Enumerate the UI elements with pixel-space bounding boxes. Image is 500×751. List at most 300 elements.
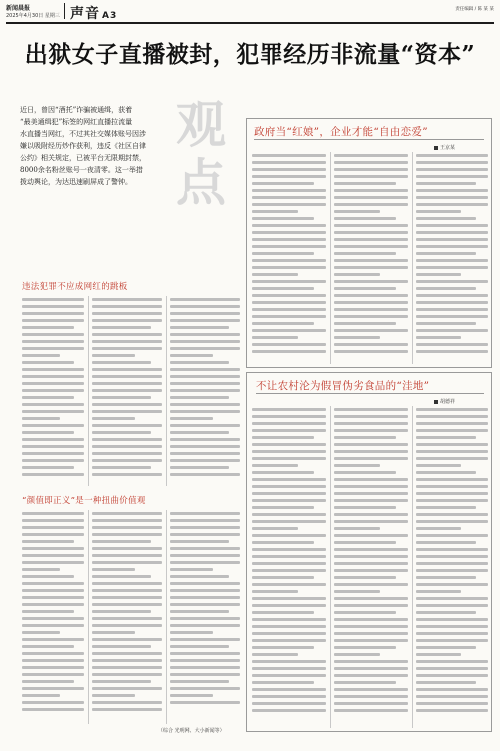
- masthead: [0, 0, 500, 30]
- page-credit: （综合 光明网、大小新闻等）: [158, 728, 225, 734]
- text-line-placeholder: [170, 382, 240, 385]
- text-line-placeholder: [334, 168, 408, 171]
- text-line-placeholder: [334, 688, 408, 691]
- text-line-placeholder: [416, 175, 488, 178]
- text-line-placeholder: [92, 638, 162, 641]
- text-line-placeholder: [252, 238, 326, 241]
- text-line-placeholder: [22, 540, 74, 543]
- text-line-placeholder: [252, 492, 326, 495]
- text-line-placeholder: [334, 217, 396, 220]
- text-line-placeholder: [416, 301, 488, 304]
- text-line-placeholder: [416, 709, 488, 712]
- text-line-placeholder: [334, 702, 408, 705]
- text-column: [92, 512, 162, 715]
- text-line-placeholder: [170, 673, 240, 676]
- masthead-editor: 责任编辑 / 陈 某 某: [455, 7, 494, 12]
- text-line-placeholder: [92, 554, 162, 557]
- byline: [434, 398, 455, 405]
- column-separator: [330, 152, 331, 364]
- text-line-placeholder: [170, 638, 240, 641]
- text-line-placeholder: [416, 492, 488, 495]
- text-line-placeholder: [170, 459, 240, 462]
- masthead-divider: [64, 3, 65, 19]
- text-line-placeholder: [252, 681, 314, 684]
- text-line-placeholder: [334, 154, 408, 157]
- text-line-placeholder: [334, 625, 408, 628]
- text-line-placeholder: [334, 534, 408, 537]
- text-line-placeholder: [170, 375, 240, 378]
- text-line-placeholder: [170, 466, 229, 469]
- lede-line: 近日，曾因“酒托”诈骗被通缉，获着: [20, 106, 133, 114]
- text-line-placeholder: [22, 645, 74, 648]
- text-line-placeholder: [92, 617, 162, 620]
- column-separator: [88, 296, 89, 486]
- text-line-placeholder: [334, 315, 408, 318]
- text-line-placeholder: [252, 436, 314, 439]
- text-line-placeholder: [416, 429, 488, 432]
- text-line-placeholder: [334, 597, 408, 600]
- text-line-placeholder: [334, 294, 408, 297]
- text-line-placeholder: [416, 555, 488, 558]
- text-line-placeholder: [252, 618, 326, 621]
- text-line-placeholder: [92, 582, 162, 585]
- text-line-placeholder: [92, 575, 151, 578]
- text-line-placeholder: [252, 259, 326, 262]
- text-line-placeholder: [252, 252, 314, 255]
- text-column: [334, 408, 408, 716]
- text-line-placeholder: [334, 161, 408, 164]
- byline: [434, 144, 455, 151]
- text-line-placeholder: [170, 617, 240, 620]
- text-line-placeholder: [416, 625, 488, 628]
- text-line-placeholder: [416, 632, 488, 635]
- text-line-placeholder: [170, 589, 240, 592]
- text-line-placeholder: [170, 333, 240, 336]
- text-line-placeholder: [416, 569, 488, 572]
- text-line-placeholder: [416, 422, 488, 425]
- text-line-placeholder: [252, 301, 326, 304]
- text-line-placeholder: [170, 452, 240, 455]
- text-line-placeholder: [334, 478, 408, 481]
- text-line-placeholder: [334, 415, 408, 418]
- text-line-placeholder: [92, 624, 162, 627]
- text-line-placeholder: [416, 224, 488, 227]
- lede-line: 水直播当网红，不过其社交媒体账号因涉: [20, 130, 146, 138]
- text-line-placeholder: [334, 464, 380, 467]
- text-line-placeholder: [416, 182, 476, 185]
- text-line-placeholder: [170, 417, 213, 420]
- text-line-placeholder: [92, 403, 162, 406]
- text-line-placeholder: [252, 569, 326, 572]
- text-line-placeholder: [170, 445, 240, 448]
- text-line-placeholder: [416, 280, 488, 283]
- text-line-placeholder: [92, 396, 151, 399]
- text-line-placeholder: [334, 429, 408, 432]
- text-line-placeholder: [170, 561, 240, 564]
- text-column: [22, 298, 84, 480]
- text-line-placeholder: [416, 695, 488, 698]
- text-line-placeholder: [92, 519, 162, 522]
- text-line-placeholder: [92, 610, 151, 613]
- text-line-placeholder: [92, 533, 162, 536]
- lede-line: 8000余名粉丝账号一夜清零。这一举措: [20, 166, 143, 174]
- page-number: A3: [102, 11, 118, 21]
- text-line-placeholder: [416, 576, 476, 579]
- text-line-placeholder: [416, 231, 488, 234]
- text-line-placeholder: [416, 583, 488, 586]
- text-line-placeholder: [170, 701, 240, 704]
- page-headline: 出狱女子直播被封，犯罪经历非流量“资本”: [24, 41, 476, 68]
- text-line-placeholder: [252, 266, 326, 269]
- text-line-placeholder: [416, 471, 476, 474]
- lede-line: 拨动舆论，为达迅速刷屏成了警钟。: [20, 178, 132, 186]
- text-line-placeholder: [334, 471, 396, 474]
- text-line-placeholder: [92, 708, 162, 711]
- text-line-placeholder: [252, 506, 314, 509]
- text-line-placeholder: [252, 329, 326, 332]
- text-line-placeholder: [170, 305, 240, 308]
- text-line-placeholder: [416, 329, 488, 332]
- text-line-placeholder: [92, 561, 162, 564]
- text-line-placeholder: [252, 688, 326, 691]
- text-line-placeholder: [170, 575, 229, 578]
- text-line-placeholder: [334, 485, 408, 488]
- text-line-placeholder: [22, 701, 84, 704]
- byline-author: 王京某: [440, 145, 456, 151]
- text-line-placeholder: [92, 326, 151, 329]
- text-line-placeholder: [92, 452, 162, 455]
- text-line-placeholder: [92, 694, 135, 697]
- text-line-placeholder: [334, 196, 408, 199]
- text-line-placeholder: [22, 375, 84, 378]
- text-line-placeholder: [416, 597, 488, 600]
- text-line-placeholder: [334, 527, 380, 530]
- text-line-placeholder: [170, 596, 240, 599]
- text-line-placeholder: [416, 203, 488, 206]
- text-column: [170, 512, 240, 708]
- text-line-placeholder: [252, 280, 326, 283]
- text-line-placeholder: [92, 631, 135, 634]
- text-line-placeholder: [92, 333, 162, 336]
- text-line-placeholder: [334, 336, 380, 339]
- text-line-placeholder: [416, 604, 488, 607]
- text-line-placeholder: [252, 667, 326, 670]
- text-line-placeholder: [252, 273, 298, 276]
- text-line-placeholder: [92, 512, 162, 515]
- text-line-placeholder: [170, 389, 240, 392]
- text-line-placeholder: [170, 396, 229, 399]
- text-line-placeholder: [252, 350, 326, 353]
- text-line-placeholder: [170, 533, 240, 536]
- text-line-placeholder: [170, 354, 213, 357]
- masthead-date: 2025年4月30日 星期三: [6, 13, 60, 19]
- text-line-placeholder: [92, 645, 151, 648]
- text-line-placeholder: [92, 547, 162, 550]
- text-line-placeholder: [252, 168, 326, 171]
- text-line-placeholder: [416, 520, 488, 523]
- text-line-placeholder: [170, 554, 240, 557]
- text-line-placeholder: [416, 688, 488, 691]
- text-line-placeholder: [334, 287, 396, 290]
- text-line-placeholder: [416, 252, 476, 255]
- text-line-placeholder: [334, 301, 408, 304]
- text-line-placeholder: [416, 541, 476, 544]
- text-line-placeholder: [22, 410, 84, 413]
- text-line-placeholder: [170, 659, 240, 662]
- text-line-placeholder: [252, 217, 314, 220]
- text-line-placeholder: [92, 473, 162, 476]
- text-line-placeholder: [170, 540, 229, 543]
- text-line-placeholder: [416, 161, 488, 164]
- text-line-placeholder: [252, 597, 326, 600]
- text-line-placeholder: [252, 604, 326, 607]
- text-line-placeholder: [252, 534, 326, 537]
- text-line-placeholder: [334, 245, 408, 248]
- text-line-placeholder: [22, 631, 60, 634]
- text-line-placeholder: [334, 450, 408, 453]
- text-line-placeholder: [416, 457, 488, 460]
- text-line-placeholder: [252, 443, 326, 446]
- column-separator: [412, 406, 413, 728]
- text-line-placeholder: [170, 403, 240, 406]
- text-line-placeholder: [170, 326, 229, 329]
- text-line-placeholder: [170, 438, 240, 441]
- text-line-placeholder: [22, 610, 74, 613]
- text-line-placeholder: [170, 526, 240, 529]
- text-line-placeholder: [22, 624, 84, 627]
- text-line-placeholder: [416, 343, 488, 346]
- text-line-placeholder: [22, 466, 74, 469]
- text-line-placeholder: [252, 541, 314, 544]
- section-name: [70, 3, 117, 23]
- text-line-placeholder: [92, 673, 162, 676]
- text-line-placeholder: [252, 287, 314, 290]
- text-line-placeholder: [170, 680, 229, 683]
- text-line-placeholder: [416, 646, 476, 649]
- text-line-placeholder: [416, 478, 488, 481]
- text-column: [170, 298, 240, 480]
- text-line-placeholder: [22, 694, 60, 697]
- text-line-placeholder: [252, 196, 326, 199]
- text-line-placeholder: [416, 322, 476, 325]
- text-line-placeholder: [170, 519, 240, 522]
- text-line-placeholder: [22, 431, 74, 434]
- text-line-placeholder: [252, 639, 326, 642]
- text-line-placeholder: [252, 611, 314, 614]
- article-heading-looks-distorted-values: “颜值即正义”是一种扭曲价值观: [22, 496, 146, 506]
- text-line-placeholder: [252, 576, 314, 579]
- text-line-placeholder: [22, 340, 84, 343]
- text-line-placeholder: [252, 415, 326, 418]
- text-line-placeholder: [334, 266, 408, 269]
- text-line-placeholder: [22, 333, 84, 336]
- text-line-placeholder: [416, 315, 488, 318]
- text-line-placeholder: [170, 361, 229, 364]
- text-line-placeholder: [92, 540, 151, 543]
- text-line-placeholder: [170, 319, 240, 322]
- text-line-placeholder: [334, 695, 408, 698]
- text-line-placeholder: [416, 618, 488, 621]
- text-line-placeholder: [22, 452, 84, 455]
- text-line-placeholder: [252, 457, 326, 460]
- text-line-placeholder: [92, 410, 162, 413]
- column-separator: [412, 152, 413, 364]
- text-line-placeholder: [22, 424, 84, 427]
- article-heading-crime-not-springboard: 违法犯罪不应成网红的跳板: [22, 282, 128, 292]
- text-line-placeholder: [334, 639, 408, 642]
- text-column: [334, 154, 408, 357]
- text-line-placeholder: [170, 694, 213, 697]
- text-line-placeholder: [252, 478, 326, 481]
- text-line-placeholder: [92, 305, 162, 308]
- text-line-placeholder: [416, 245, 488, 248]
- text-line-placeholder: [22, 673, 84, 676]
- text-column: [252, 408, 326, 716]
- text-line-placeholder: [252, 422, 326, 425]
- text-line-placeholder: [334, 541, 396, 544]
- text-line-placeholder: [416, 415, 488, 418]
- text-line-placeholder: [22, 568, 60, 571]
- text-line-placeholder: [170, 568, 213, 571]
- text-line-placeholder: [92, 368, 162, 371]
- text-line-placeholder: [416, 443, 488, 446]
- lede-paragraph: [20, 104, 170, 188]
- text-line-placeholder: [334, 231, 408, 234]
- text-line-placeholder: [22, 396, 74, 399]
- text-line-placeholder: [170, 547, 240, 550]
- text-line-placeholder: [334, 408, 408, 411]
- text-line-placeholder: [334, 238, 408, 241]
- text-line-placeholder: [334, 646, 396, 649]
- text-line-placeholder: [334, 611, 396, 614]
- text-line-placeholder: [416, 408, 488, 411]
- text-line-placeholder: [22, 617, 84, 620]
- text-line-placeholder: [334, 252, 396, 255]
- article-heading-rural-food-safety: 不让农村沦为假冒伪劣食品的“洼地”: [256, 380, 430, 392]
- text-line-placeholder: [416, 674, 488, 677]
- text-line-placeholder: [416, 273, 461, 276]
- text-line-placeholder: [252, 161, 326, 164]
- text-line-placeholder: [252, 343, 326, 346]
- column-separator: [330, 406, 331, 728]
- text-line-placeholder: [170, 410, 240, 413]
- text-line-placeholder: [252, 632, 326, 635]
- text-line-placeholder: [92, 298, 162, 301]
- text-line-placeholder: [416, 168, 488, 171]
- heading-rule: [256, 393, 484, 394]
- text-line-placeholder: [252, 471, 314, 474]
- text-line-placeholder: [92, 431, 151, 434]
- text-line-placeholder: [334, 273, 380, 276]
- text-line-placeholder: [334, 548, 408, 551]
- text-line-placeholder: [416, 266, 488, 269]
- section-label: 声音: [70, 6, 100, 22]
- text-line-placeholder: [92, 382, 162, 385]
- byline-author: 胡德祥: [440, 399, 456, 405]
- text-line-placeholder: [252, 408, 326, 411]
- text-line-placeholder: [334, 436, 396, 439]
- text-line-placeholder: [416, 506, 476, 509]
- column-separator: [166, 510, 167, 724]
- text-line-placeholder: [252, 499, 326, 502]
- text-line-placeholder: [334, 653, 380, 656]
- text-line-placeholder: [416, 436, 476, 439]
- text-line-placeholder: [416, 527, 461, 530]
- text-line-placeholder: [252, 308, 326, 311]
- text-line-placeholder: [416, 308, 488, 311]
- text-line-placeholder: [22, 596, 84, 599]
- text-line-placeholder: [334, 350, 408, 353]
- text-line-placeholder: [92, 417, 135, 420]
- text-line-placeholder: [22, 305, 84, 308]
- text-line-placeholder: [22, 417, 60, 420]
- text-line-placeholder: [22, 403, 84, 406]
- text-line-placeholder: [170, 424, 240, 427]
- text-line-placeholder: [334, 576, 396, 579]
- text-line-placeholder: [252, 231, 326, 234]
- text-line-placeholder: [416, 681, 476, 684]
- text-line-placeholder: [416, 294, 488, 297]
- text-column: [416, 154, 488, 357]
- byline-marker: [434, 146, 438, 150]
- text-line-placeholder: [22, 473, 84, 476]
- heading-rule: [254, 139, 484, 140]
- text-line-placeholder: [92, 424, 162, 427]
- text-line-placeholder: [92, 340, 162, 343]
- text-line-placeholder: [252, 583, 326, 586]
- text-line-placeholder: [416, 336, 461, 339]
- text-line-placeholder: [334, 499, 408, 502]
- lede-line: 嫌以吸附经历炒作获利，违反《社区自律: [20, 142, 146, 150]
- text-line-placeholder: [92, 659, 162, 662]
- text-line-placeholder: [416, 653, 461, 656]
- text-line-placeholder: [334, 513, 408, 516]
- lede-line: “最美通缉犯”标签的网红直播拉流量: [20, 118, 133, 126]
- text-line-placeholder: [92, 319, 162, 322]
- lede-line: 公约》相关规定，已被平台无限期封禁，: [20, 154, 146, 162]
- text-line-placeholder: [92, 652, 162, 655]
- text-column: [252, 154, 326, 357]
- text-line-placeholder: [92, 466, 151, 469]
- column-separator: [166, 296, 167, 486]
- text-line-placeholder: [22, 526, 84, 529]
- text-line-placeholder: [334, 569, 408, 572]
- text-line-placeholder: [416, 667, 488, 670]
- decorative-character: 点: [176, 153, 226, 212]
- text-line-placeholder: [22, 687, 84, 690]
- text-line-placeholder: [334, 280, 408, 283]
- text-line-placeholder: [92, 568, 135, 571]
- text-line-placeholder: [334, 259, 408, 262]
- text-line-placeholder: [170, 603, 240, 606]
- text-line-placeholder: [334, 322, 396, 325]
- text-line-placeholder: [92, 680, 151, 683]
- text-line-placeholder: [252, 322, 314, 325]
- text-line-placeholder: [22, 519, 84, 522]
- text-line-placeholder: [92, 603, 162, 606]
- text-line-placeholder: [416, 590, 461, 593]
- text-line-placeholder: [416, 562, 488, 565]
- text-line-placeholder: [252, 562, 326, 565]
- text-line-placeholder: [334, 709, 408, 712]
- text-line-placeholder: [252, 175, 326, 178]
- text-line-placeholder: [416, 238, 488, 241]
- text-line-placeholder: [334, 457, 408, 460]
- text-line-placeholder: [92, 526, 162, 529]
- text-line-placeholder: [170, 666, 240, 669]
- text-line-placeholder: [170, 312, 240, 315]
- text-line-placeholder: [334, 604, 408, 607]
